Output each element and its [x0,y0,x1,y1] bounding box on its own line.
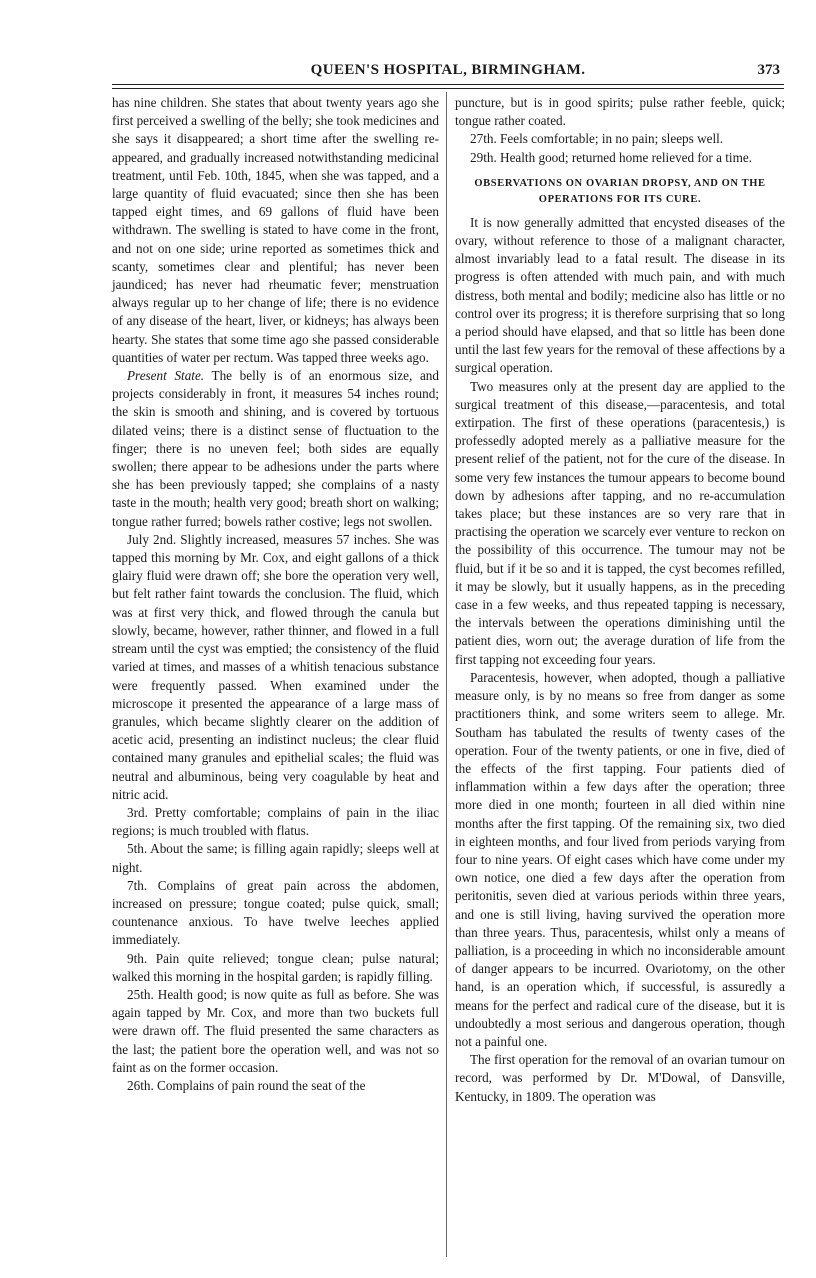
25th-entry: 25th. Health good; is now quite as full as before. She was again tapped by Mr. Cox, and more than two buckets full were drawn off. The fluid presented the same characters as the last; the patient bore the operation well, and was not so faint as on the former occasion. [112,986,439,1075]
body-paragraph: Paracentesis, however, when adopted, though a palliative measure only, is by no means so free from danger as some practitioners think, and some writers seem to allege. Mr. Southam has tabulated the results of twenty cases of the operation. Four of the twenty patients, or one in five, died of the effects of the first tapping. Four patients died of inflammation within a few days after the operation; three more died in one month; fourteen in all died within nine months after the first tapping. Of the remaining six, two died in eighteen months, and four lived from periods varying from four to nine years. Of eight cases which have come under my own notice, one died a few days after the operation from peritonitis, seven died at various periods within three years, and one is still living, having survived the operation more than three years. Thus, paracentesis, whilst only a means of palliation, is a proceeding in which no inconsiderable amount of danger appears to be incurred. Ovariotomy, on the other hand, is an operation which, if successful, is assuredly a means for the perfect and radical cure of the disease, but it is undoubtedly a most serious and dangerous operation, though not a painful one. [455,669,785,1049]
present-state-label: Present State. [127,368,205,384]
3rd-entry: 3rd. Pretty comfortable; complains of pain in the iliac regions; is much troubled with flatus. [112,804,439,839]
left-column [112,94,439,1095]
body-paragraph: It is now generally admitted that encysted diseases of the ovary, without reference to those of a malignant character, almost invariably lead to a fatal result. The disease in its progress is often attended with much pain, and with much distress, both mental and bodily; medicine also has little or no control over its progress; it is therefore surprising that so long a period should have elapsed, and that so little has been done until the last few years for the removal of these affections by a surgical operation. [455,214,785,376]
header-rule-thick [112,84,784,85]
page-number: 373 [757,62,780,78]
july-2nd-entry: July 2nd. Slightly increased, measures 57 inches. She was tapped this morning by Mr. Cox, and eight gallons of a thick glairy fluid were drawn off; she bore the operation very well, but felt rather faint towards the conclusion. The fluid, which was at first very thick, and flowed through the canula but slowly, became, however, rather thinner, and flowed in a full stream until the cyst was emptied; the consistency of the fluid varied at times, and masses of a whitish tenacious substance were frequently passed. When examined under the microscope it presented the appearance of a large mass of granules, which became slightly clearer on the addition of acetic acid, presenting an indistinct nucleus; the clear fluid contained many granules and epithelial scales; the fluid was neutral and albuminous, being very coagulable by heat and nitric acid. [112,531,439,802]
section-heading: OBSERVATIONS ON OVARIAN DROPSY, AND ON THE OPERATIONS FOR ITS CURE. [474,177,766,205]
5th-entry: 5th. About the same; is filling again rapidly; sleeps well at night. [112,841,439,875]
body-paragraph: Two measures only at the present day are applied to the surgical treatment of this disease,—paracentesis, and total extirpation. The first of these operations (paracentesis,) is professedly adopted merely as a palliative measure for the present relief of the patient, not for the cure of the disease. In some very few instances the tumour appears to become bound down by adhesions after tapping, and no re-accumulation takes place; but these instances are so very rare that in practising the operation we scarcely ever venture to reckon on the possibility of this occurrence. The tumour may not be fluid, but if it be so and it is tapped, the cyst becomes refilled, it may be slowly, but it usually happens, as in the preceding case in a few weeks, and thus repeated tapping is necessary, the intervals between the operations diminishing until the patient dies, worn out; the average duration of life from the first tapping not exceeding four years. [455,378,785,667]
present-state-body: The belly is of an enormous size, and projects considerably in front, it measures 54 inches round; the skin is smooth and shining, and is covered by tortuous dilated veins; there is a distinct sense of fluctuation to the finger; there is no uneven feel; both sides are equally swollen; there appear to be adhesions under the parts where she has been previously tapped; she complains of a nasty taste in the mouth; health very good; breath short on walking; tongue rather furred; bowels rather costive; legs not swollen. [112,368,439,529]
present-state-paragraph [112,367,439,531]
body-paragraph: The first operation for the removal of an ovarian tumour on record, was performed by Dr. M'Dowal, of Dansville, Kentucky, in 1809. The operation was [455,1052,785,1104]
29th-entry: 29th. Health good; returned home relieved for a time. [470,149,752,165]
7th-entry: 7th. Complains of great pain across the abdomen, increased on pressure; tongue coated; pulse quick, small; countenance anxious. To have twelve leeches applied immediately. [112,877,439,948]
9th-entry: 9th. Pain quite relieved; tongue clean; pulse natural; walked this morning in the hospital garden; is rapidly filling. [112,950,439,984]
continued-entry: puncture, but is in good spirits; pulse rather feeble, quick; tongue rather coated. [455,95,785,129]
column-divider [446,92,447,1257]
26th-entry: 26th. Complains of pain round the seat of the [127,1077,366,1093]
right-column [455,94,785,1106]
27th-entry: 27th. Feels comfortable; in no pain; sleeps well. [470,131,724,147]
header-rule-thin [112,88,784,89]
page-header [112,62,784,84]
case-history-paragraph: has nine children. She states that about twenty years ago she first perceived a swelling of the belly; she took medicines and she says it disappeared; a short time after the swelling re-appeared, and gradually increased notwithstanding medicinal treatment, until Feb. 10th, 1845, when she was tapped, and a large quantity of fluid evacuated; since then she has been tapped eight times, and 69 gallons of fluid have been withdrawn. The swelling is stated to have come in the front, and not on one side; urine reported as sometimes thick and scanty, sometimes clear and plentiful; has never been jaundiced; has never had rheumatic fever; menstruation always regular up to her change of life; there is no evidence of any disease of the heart, liver, or kidneys; has always been hearty. She states that some time ago she passed considerable quantities of water per rectum. Was tapped three weeks ago. [112,95,439,365]
running-title: QUEEN'S HOSPITAL, BIRMINGHAM. [310,62,586,78]
